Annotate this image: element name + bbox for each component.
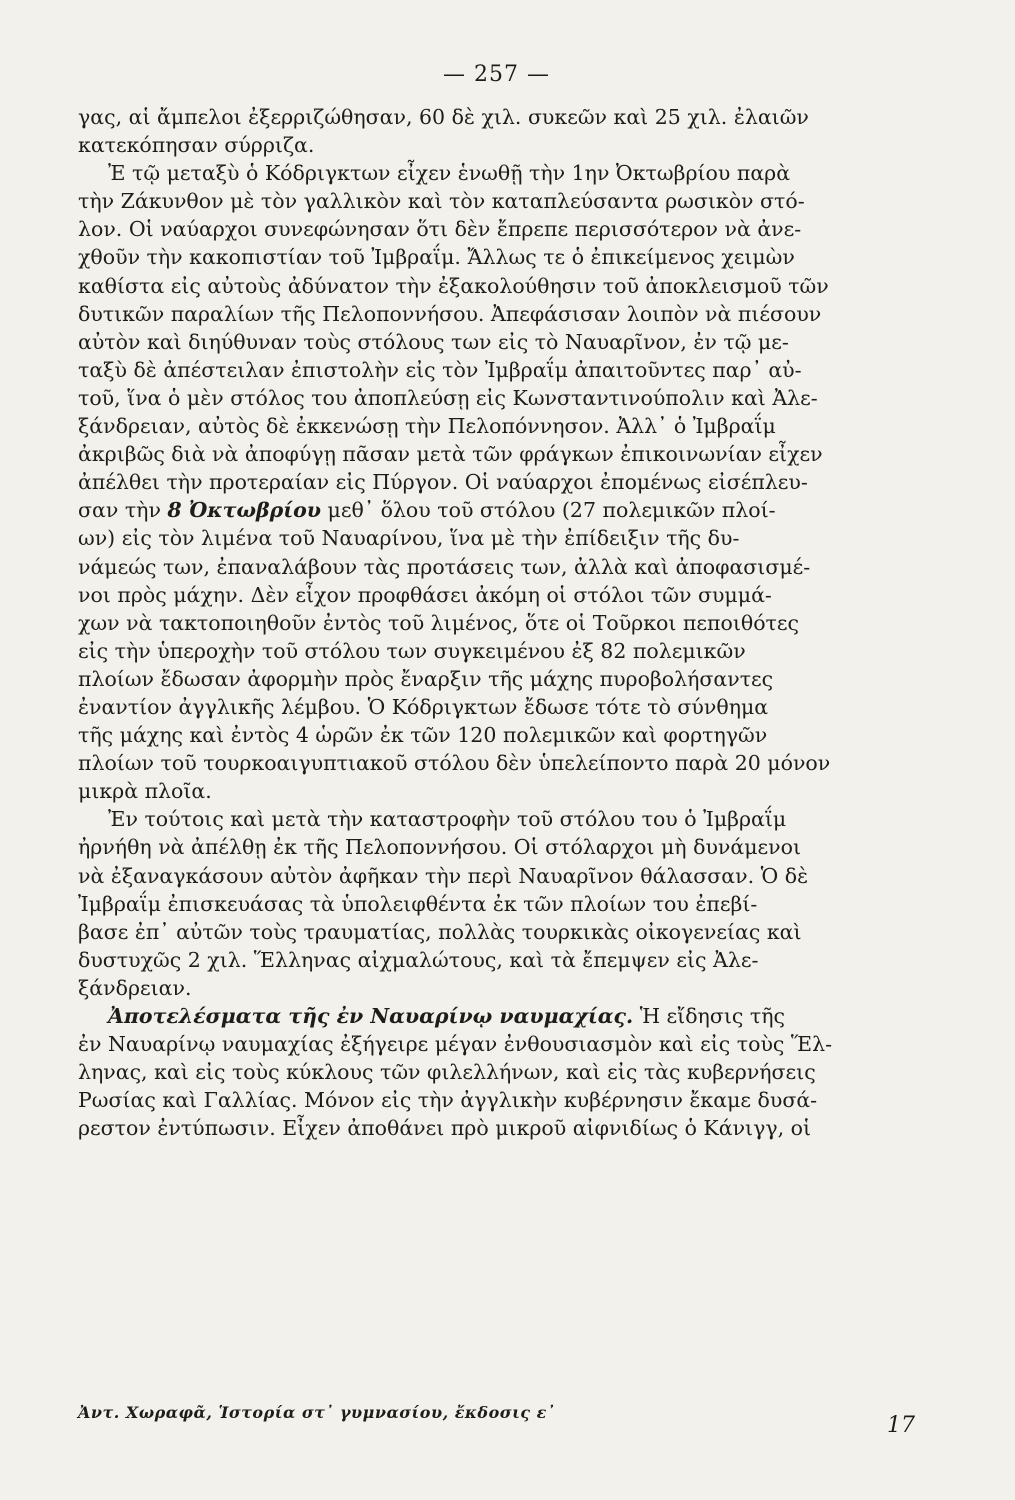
text-fragment: Ἡ εἴδησις τῆς xyxy=(633,1004,785,1028)
text-line: τοῦ, ἵνα ὁ μὲν στόλος του ἀποπλεύσῃ εἰς Κωνσταντινούπολιν καὶ Ἀλε- xyxy=(78,385,818,410)
text-line: δυτικῶν παραλίων τῆς Πελοποννήσου. Ἀπεφάσισαν λοιπὸν νὰ πιέσουν xyxy=(78,301,822,326)
emphasized-date: 8 Ὀκτωβρίου xyxy=(167,498,322,523)
text-line: ληνας, καὶ εἰς τοὺς κύκλους τῶν φιλελλήνων, καὶ εἰς τὰς κυβερνήσεις xyxy=(78,1060,816,1085)
footer-signature: 17 xyxy=(887,1413,915,1438)
text-line: νάμεώς των, ἐπαναλάβουν τὰς προτάσεις των, ἀλλὰ καὶ ἀποφασισμέ- xyxy=(78,554,811,579)
text-line: γας, αἱ ἄμπελοι ἐξερριζώθησαν, 60 δὲ χιλ. συκεῶν καὶ 25 χιλ. ἐλαιῶν xyxy=(78,105,809,129)
text-line: ξάνδρειαν, αὐτὸς δὲ ἐκκενώσῃ τὴν Πελοπόννησον. Ἀλλ᾽ ὁ Ἰμβραΐμ xyxy=(78,414,776,439)
text-line: ων) εἰς τὸν λιμένα τοῦ Ναυαρίνου, ἵνα μὲ τὴν ἐπίδειξιν τῆς δυ- xyxy=(78,526,740,551)
text-line: εἰς τὴν ὑπεροχὴν τοῦ στόλου των συγκειμένου ἐξ 82 πολεμικῶν xyxy=(78,638,746,663)
text-line: αὐτὸν καὶ διηύθυναν τοὺς στόλους των εἰς τὸ Ναυαρῖνον, ἐν τῷ με- xyxy=(78,329,789,354)
text-line: ἠρνήθη νὰ ἀπέλθῃ ἐκ τῆς Πελοποννήσου. Οἱ στόλαρχοι μὴ δυνάμενοι xyxy=(78,835,802,860)
text-line: ρεστον ἐντύπωσιν. Εἶχεν ἀποθάνει πρὸ μικροῦ αἰφνιδίως ὁ Κάνιγγ, οἱ xyxy=(78,1116,812,1141)
text-line: ξάνδρειαν. xyxy=(78,975,192,1000)
text-line: κατεκόπησαν σύρριζα. xyxy=(78,133,315,158)
body-text xyxy=(78,103,915,1142)
page-number: — 257 — xyxy=(443,62,550,87)
text-line: καθίστα εἰς αὐτοὺς ἀδύνατον τὴν ἐξακολούθησιν τοῦ ἀποκλεισμοῦ τῶν xyxy=(78,273,829,298)
paragraph-2 xyxy=(78,159,915,805)
text-line: ἀκριβῶς διὰ νὰ ἀποφύγῃ πᾶσαν μετὰ τῶν φράγκων ἐπικοινωνίαν εἶχεν xyxy=(78,442,823,467)
text-line: Ἰμβραΐμ ἐπισκευάσας τὰ ὑπολειφθέντα ἐκ τῶν πλοίων του ἐπεβί- xyxy=(78,891,758,916)
text-line: ἐν Ναυαρίνῳ ναυμαχίας ἐξήγειρε μέγαν ἐνθουσιασμὸν καὶ εἰς τοὺς Ἕλ- xyxy=(78,1032,833,1057)
text-line: πλοίων ἔδωσαν ἀφορμὴν πρὸς ἔναρξιν τῆς μάχης πυροβολήσαντες xyxy=(78,666,774,691)
text-line: χθοῦν τὴν κακοπιστίαν τοῦ Ἰμβραΐμ. Ἄλλως τε ὁ ἐπικείμενος χειμὼν xyxy=(78,245,795,270)
section-heading-line xyxy=(78,1002,915,1030)
text-line: ταξὺ δὲ ἀπέστειλαν ἐπιστολὴν εἰς τὸν Ἰμβραΐμ ἀπαιτοῦντες παρ᾽ αὐ- xyxy=(78,357,802,382)
section-heading: Ἀποτελέσματα τῆς ἐν Ναυαρίνῳ ναυμαχίας. xyxy=(108,1004,634,1028)
text-line: δυστυχῶς 2 χιλ. Ἕλληνας αἰχμαλώτους, καὶ τὰ ἔπεμψεν εἰς Ἀλε- xyxy=(78,947,759,972)
text-line-with-date: σαν τὴν 8 Ὀκτωβρίου μεθ᾽ ὅλου τοῦ στόλου (27 πολεμικῶν πλοί- xyxy=(78,498,776,523)
footer-source: Ἀντ. Χωραφᾶ, Ἱστορία στ᾽ γυμνασίου, ἔκδοσις ε᾽ xyxy=(78,1403,556,1422)
text-line: νοι πρὸς μάχην. Δὲν εἶχον προφθάσει ἀκόμη οἱ στόλοι τῶν συμμά- xyxy=(78,582,772,607)
paragraph-4 xyxy=(78,1002,915,1142)
text-line: τῆς μάχης καὶ ἐντὸς 4 ὡρῶν ἐκ τῶν 120 πολεμικῶν καὶ φορτηγῶν xyxy=(78,723,768,748)
text-line: μικρὰ πλοῖα. xyxy=(78,779,212,804)
text-line: βασε ἐπ᾽ αὐτῶν τοὺς τραυματίας, πολλὰς τουρκικὰς οἰκογενείας καὶ xyxy=(78,919,802,944)
text-line: πλοίων τοῦ τουρκοαιγυπτιακοῦ στόλου δὲν ὑπελείποντο παρὰ 20 μόνον xyxy=(78,751,831,776)
paragraph-1 xyxy=(78,103,915,159)
text-line: λον. Οἱ ναύαρχοι συνεφώνησαν ὅτι δὲν ἔπρεπε περισσότερον νὰ ἀνε- xyxy=(78,217,802,242)
text-line: ἀπέλθει τὴν προτεραίαν εἰς Πύργον. Οἱ ναύαρχοι ἐπομένως εἰσέπλευ- xyxy=(78,470,808,495)
text-line: χων νὰ τακτοποιηθοῦν ἐντὸς τοῦ λιμένος, ὅτε οἱ Τοῦρκοι πεποιθότες xyxy=(78,610,800,635)
text-line: Ρωσίας καὶ Γαλλίας. Μόνον εἰς τὴν ἀγγλικὴν κυβέρνησιν ἔκαμε δυσά- xyxy=(78,1088,818,1113)
text-line: ἐναντίον ἀγγλικῆς λέμβου. Ὁ Κόδριγκτων ἔδωσε τότε τὸ σύνθημα xyxy=(78,694,769,719)
text-line: νὰ ἐξαναγκάσουν αὐτὸν ἀφῆκαν τὴν περὶ Ναυαρῖνον θάλασσαν. Ὁ δὲ xyxy=(78,863,809,888)
text-line: τὴν Ζάκυνθον μὲ τὸν γαλλικὸν καὶ τὸν καταπλεύσαντα ρωσικὸν στό- xyxy=(78,189,805,214)
page-footer xyxy=(78,1403,915,1438)
text-line: Ἐν τούτοις καὶ μετὰ τὴν καταστροφὴν τοῦ στόλου του ὁ Ἰμβραΐμ xyxy=(108,807,787,832)
paragraph-3 xyxy=(78,805,915,1002)
text-line: Ἐ τῷ μεταξὺ ὁ Κόδριγκτων εἶχεν ἑνωθῇ τὴν 1ην Ὀκτωβρίου παρὰ xyxy=(108,161,791,186)
